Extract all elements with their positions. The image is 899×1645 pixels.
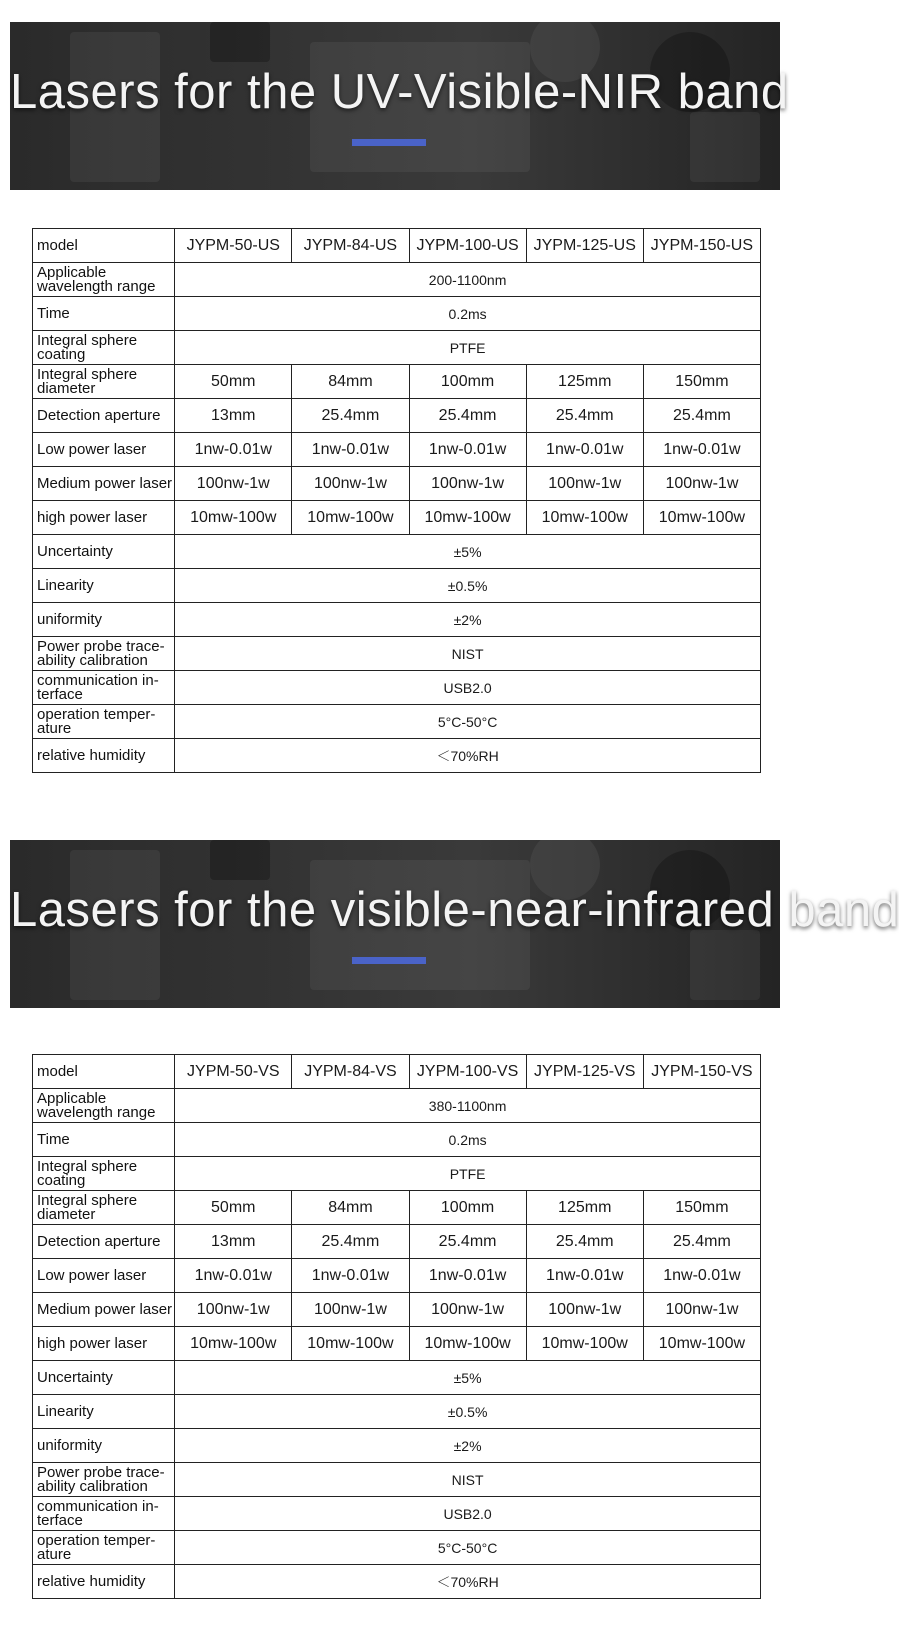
table-row — [33, 1123, 761, 1157]
table-cell: 50mm — [175, 1191, 292, 1225]
row-label: Time — [33, 297, 175, 331]
table-cell-merged: NIST — [175, 637, 761, 671]
table-cell: 1nw-0.01w — [175, 1259, 292, 1293]
table-cell-merged: 5°C-50°C — [175, 705, 761, 739]
table-row — [33, 1463, 761, 1497]
table-row — [33, 467, 761, 501]
row-label: relative humidity — [33, 739, 175, 773]
row-label: uniformity — [33, 603, 175, 637]
table-cell: 10mw-100w — [409, 501, 526, 535]
model-name: JYPM-150-VS — [643, 1055, 760, 1089]
model-name: JYPM-150-US — [643, 229, 760, 263]
row-label: Detection aperture — [33, 1225, 175, 1259]
section-title: Lasers for the UV-Visible-NIR band — [10, 65, 789, 119]
row-label: communication in-terface — [33, 671, 175, 705]
table-cell: 25.4mm — [409, 1225, 526, 1259]
table-cell: 125mm — [526, 1191, 643, 1225]
model-name: JYPM-50-VS — [175, 1055, 292, 1089]
table-cell: 150mm — [643, 1191, 760, 1225]
table-cell: 100nw-1w — [175, 1293, 292, 1327]
model-name: JYPM-125-US — [526, 229, 643, 263]
model-name: JYPM-100-VS — [409, 1055, 526, 1089]
section-1-banner — [10, 22, 789, 190]
table-row — [33, 433, 761, 467]
table-cell: 1nw-0.01w — [175, 433, 292, 467]
row-label: uniformity — [33, 1429, 175, 1463]
table-cell: 10mw-100w — [409, 1327, 526, 1361]
table-cell: 50mm — [175, 365, 292, 399]
table-row — [33, 1395, 761, 1429]
accent-bar — [352, 957, 426, 964]
table-cell-merged: 0.2ms — [175, 297, 761, 331]
table-cell-merged: NIST — [175, 1463, 761, 1497]
accent-bar — [352, 139, 426, 146]
model-name: JYPM-125-VS — [526, 1055, 643, 1089]
row-label: Detection aperture — [33, 399, 175, 433]
banner-decoration — [690, 112, 760, 182]
table-cell-merged: USB2.0 — [175, 671, 761, 705]
row-label: operation temper-ature — [33, 1531, 175, 1565]
row-label: Uncertainty — [33, 1361, 175, 1395]
table-cell-merged: ±5% — [175, 535, 761, 569]
table-cell: 13mm — [175, 1225, 292, 1259]
row-label: high power laser — [33, 501, 175, 535]
table-cell: 10mw-100w — [526, 501, 643, 535]
row-label: Medium power laser — [33, 1293, 175, 1327]
table-row — [33, 1293, 761, 1327]
table-row — [33, 1531, 761, 1565]
banner-decoration — [210, 22, 270, 62]
table-cell: 1nw-0.01w — [643, 433, 760, 467]
row-label: Low power laser — [33, 1259, 175, 1293]
model-name: JYPM-84-VS — [292, 1055, 409, 1089]
table-cell-merged: PTFE — [175, 331, 761, 365]
table-cell-merged: ＜70%RH — [175, 739, 761, 773]
spec-table — [32, 228, 761, 773]
row-label: operation temper-ature — [33, 705, 175, 739]
table-cell: 25.4mm — [292, 399, 409, 433]
table-cell: 100mm — [409, 365, 526, 399]
table-row — [33, 297, 761, 331]
row-label: relative humidity — [33, 1565, 175, 1599]
table-cell-merged: ＜70%RH — [175, 1565, 761, 1599]
table-cell: 84mm — [292, 1191, 409, 1225]
table-cell: 13mm — [175, 399, 292, 433]
table-row — [33, 1225, 761, 1259]
table-cell: 10mw-100w — [175, 501, 292, 535]
row-label: Power probe trace-ability calibration — [33, 1463, 175, 1497]
model-name: JYPM-50-US — [175, 229, 292, 263]
spec-table — [32, 1054, 761, 1599]
table-cell-merged: 5°C-50°C — [175, 1531, 761, 1565]
table-row — [33, 637, 761, 671]
table-row — [33, 1497, 761, 1531]
table-row — [33, 705, 761, 739]
table-cell: 150mm — [643, 365, 760, 399]
banner-decoration — [690, 930, 760, 1000]
table-cell: 125mm — [526, 365, 643, 399]
table-cell: 100mm — [409, 1191, 526, 1225]
table-cell: 100nw-1w — [643, 1293, 760, 1327]
table-cell: 10mw-100w — [292, 1327, 409, 1361]
table-cell-merged: ±0.5% — [175, 1395, 761, 1429]
table-row — [33, 1191, 761, 1225]
table-row — [33, 1259, 761, 1293]
table-cell-merged: ±5% — [175, 1361, 761, 1395]
table-row — [33, 1565, 761, 1599]
row-label: Integral sphere diameter — [33, 365, 175, 399]
section-2-banner — [10, 840, 899, 1008]
table-cell: 25.4mm — [526, 1225, 643, 1259]
table-row — [33, 399, 761, 433]
row-label: Low power laser — [33, 433, 175, 467]
header-label: model — [33, 229, 175, 263]
table-header-row — [33, 229, 761, 263]
row-label: Power probe trace-ability calibration — [33, 637, 175, 671]
table-row — [33, 1089, 761, 1123]
row-label: high power laser — [33, 1327, 175, 1361]
table-cell: 1nw-0.01w — [409, 433, 526, 467]
table-cell: 100nw-1w — [643, 467, 760, 501]
table-cell: 10mw-100w — [292, 501, 409, 535]
table-cell: 25.4mm — [409, 399, 526, 433]
table-cell-merged: ±2% — [175, 1429, 761, 1463]
row-label: Linearity — [33, 569, 175, 603]
table-row — [33, 1327, 761, 1361]
table-row — [33, 331, 761, 365]
table-cell: 100nw-1w — [292, 467, 409, 501]
table-cell-merged: ±0.5% — [175, 569, 761, 603]
table-cell: 25.4mm — [526, 399, 643, 433]
table-row — [33, 739, 761, 773]
table-cell: 100nw-1w — [526, 467, 643, 501]
table-cell: 1nw-0.01w — [409, 1259, 526, 1293]
table-cell-merged: 0.2ms — [175, 1123, 761, 1157]
table-row — [33, 603, 761, 637]
table-cell-merged: 200-1100nm — [175, 263, 761, 297]
header-label: model — [33, 1055, 175, 1089]
table-row — [33, 569, 761, 603]
row-label: Applicable wavelength range — [33, 263, 175, 297]
section-title: Lasers for the visible-near-infrared band — [10, 883, 899, 937]
table-row — [33, 501, 761, 535]
row-label: communication in-terface — [33, 1497, 175, 1531]
row-label: Integral sphere diameter — [33, 1191, 175, 1225]
table-cell: 10mw-100w — [643, 501, 760, 535]
model-name: JYPM-100-US — [409, 229, 526, 263]
table-cell: 25.4mm — [643, 399, 760, 433]
table-cell: 1nw-0.01w — [292, 1259, 409, 1293]
table-cell: 1nw-0.01w — [526, 433, 643, 467]
table-cell: 100nw-1w — [409, 1293, 526, 1327]
row-label: Integral sphere coating — [33, 1157, 175, 1191]
table-row — [33, 365, 761, 399]
table-row — [33, 1429, 761, 1463]
table-row — [33, 263, 761, 297]
table-cell-merged: ±2% — [175, 603, 761, 637]
table-cell: 25.4mm — [643, 1225, 760, 1259]
table-cell: 10mw-100w — [175, 1327, 292, 1361]
table-cell: 1nw-0.01w — [292, 433, 409, 467]
table-cell: 100nw-1w — [526, 1293, 643, 1327]
row-label: Linearity — [33, 1395, 175, 1429]
table-cell: 10mw-100w — [526, 1327, 643, 1361]
table-row — [33, 1361, 761, 1395]
banner-decoration — [210, 840, 270, 880]
table-cell: 84mm — [292, 365, 409, 399]
table-row — [33, 1157, 761, 1191]
table-cell: 100nw-1w — [409, 467, 526, 501]
table-cell: 1nw-0.01w — [643, 1259, 760, 1293]
model-name: JYPM-84-US — [292, 229, 409, 263]
table-cell-merged: 380-1100nm — [175, 1089, 761, 1123]
row-label: Medium power laser — [33, 467, 175, 501]
table-cell: 100nw-1w — [292, 1293, 409, 1327]
table-cell: 1nw-0.01w — [526, 1259, 643, 1293]
row-label: Applicable wavelength range — [33, 1089, 175, 1123]
table-cell-merged: USB2.0 — [175, 1497, 761, 1531]
table-cell: 10mw-100w — [643, 1327, 760, 1361]
row-label: Uncertainty — [33, 535, 175, 569]
row-label: Time — [33, 1123, 175, 1157]
table-cell: 25.4mm — [292, 1225, 409, 1259]
table-cell: 100nw-1w — [175, 467, 292, 501]
table-row — [33, 671, 761, 705]
table-cell-merged: PTFE — [175, 1157, 761, 1191]
row-label: Integral sphere coating — [33, 331, 175, 365]
table-header-row — [33, 1055, 761, 1089]
table-row — [33, 535, 761, 569]
